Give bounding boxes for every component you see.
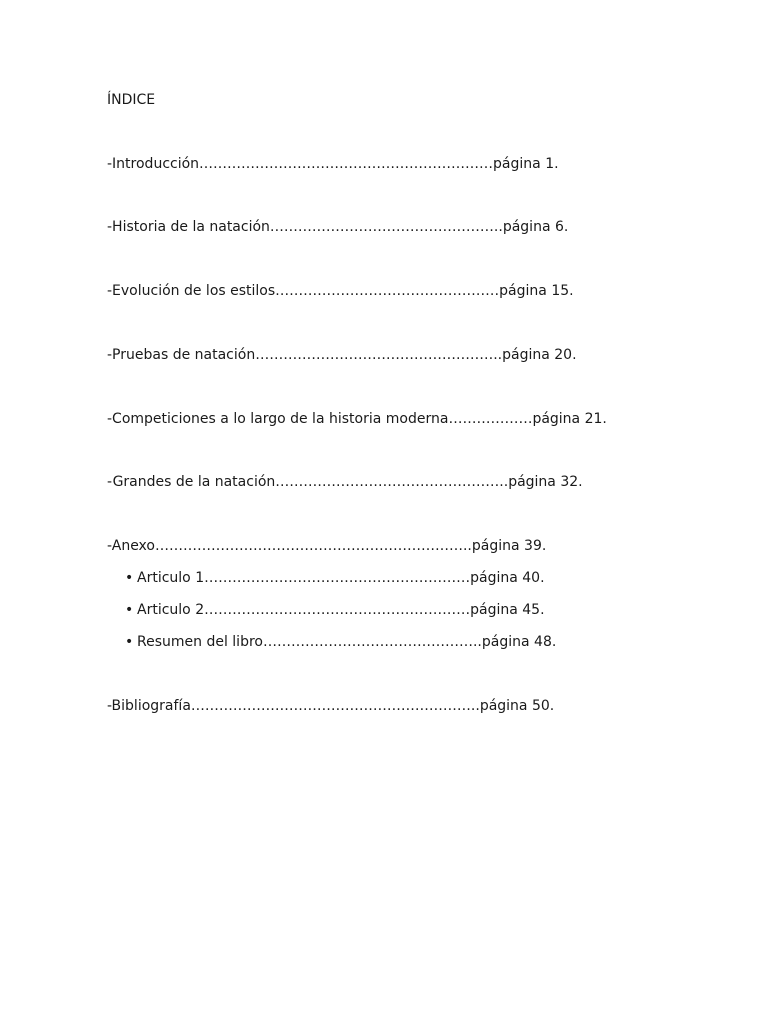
toc-leader-dots: ……………… [448,411,533,427]
toc-entry-pruebas [107,346,577,364]
toc-entry-anexo [107,537,546,555]
toc-page-number: página 50. [479,698,555,714]
toc-leader-dots: ……………………………………….. [262,634,482,650]
toc-entry-label: Articulo 1 [137,570,205,586]
toc-entry-label: Resumen del libro [137,634,263,650]
toc-leader-dots: ………………………………………………… [204,602,471,618]
toc-leader-dots: ………………………………………………………….. [154,538,472,554]
toc-entry-competiciones [107,410,607,428]
toc-entry-label: -Anexo [107,538,155,554]
toc-entry-introduccion [107,155,559,173]
toc-leader-dots: ………………………………………… [275,283,500,299]
toc-page-number: página 39. [471,538,547,554]
toc-subentry-articulo-2 [125,601,545,619]
toc-entry-label: -Pruebas de natación [107,347,256,363]
toc-page-number: página 1. [493,156,559,172]
toc-page-number: página 6. [502,219,569,235]
toc-entry-label: Articulo 2 [137,602,205,618]
bullet-icon: • [125,570,134,586]
bullet-icon: • [125,634,134,650]
toc-entry-label: -Introducción [107,156,200,172]
toc-entry-label: -Evolución de los estilos [107,283,276,299]
toc-page-number: página 45. [470,602,545,618]
toc-entry-evolucion [107,282,574,300]
toc-page-number: página 21. [532,411,607,427]
toc-entry-label: -Competiciones a lo largo de la historia moderna [107,411,449,427]
toc-entry-grandes [107,473,583,491]
toc-entry-label: -Grandes de la natación [107,474,276,490]
toc-leader-dots: ……………………………………………………… [199,156,494,172]
toc-page-number: página 20. [502,347,577,363]
toc-page-number: página 40. [470,570,545,586]
toc-page-number: página 32. [508,474,583,490]
toc-subentry-resumen [125,633,556,651]
index-title-text: ÍNDICE [107,92,156,108]
toc-page-number: página 15. [499,283,574,299]
toc-leader-dots: ………………………………………….. [275,474,509,490]
toc-subentry-articulo-1 [125,569,545,587]
toc-entry-historia [107,218,568,236]
toc-leader-dots: ………………………………………….. [269,219,503,235]
toc-entry-label: -Bibliografía [107,698,191,714]
toc-page-number: página 48. [481,634,557,650]
toc-leader-dots: …………………………………………….. [255,347,503,363]
toc-entry-label: -Historia de la natación [107,219,270,235]
toc-entry-bibliografia [107,697,554,715]
bullet-icon: • [125,602,134,618]
toc-leader-dots: ………………………………………………… [204,570,471,586]
index-title [107,91,155,109]
toc-leader-dots: …………………………………………………….. [190,698,480,714]
